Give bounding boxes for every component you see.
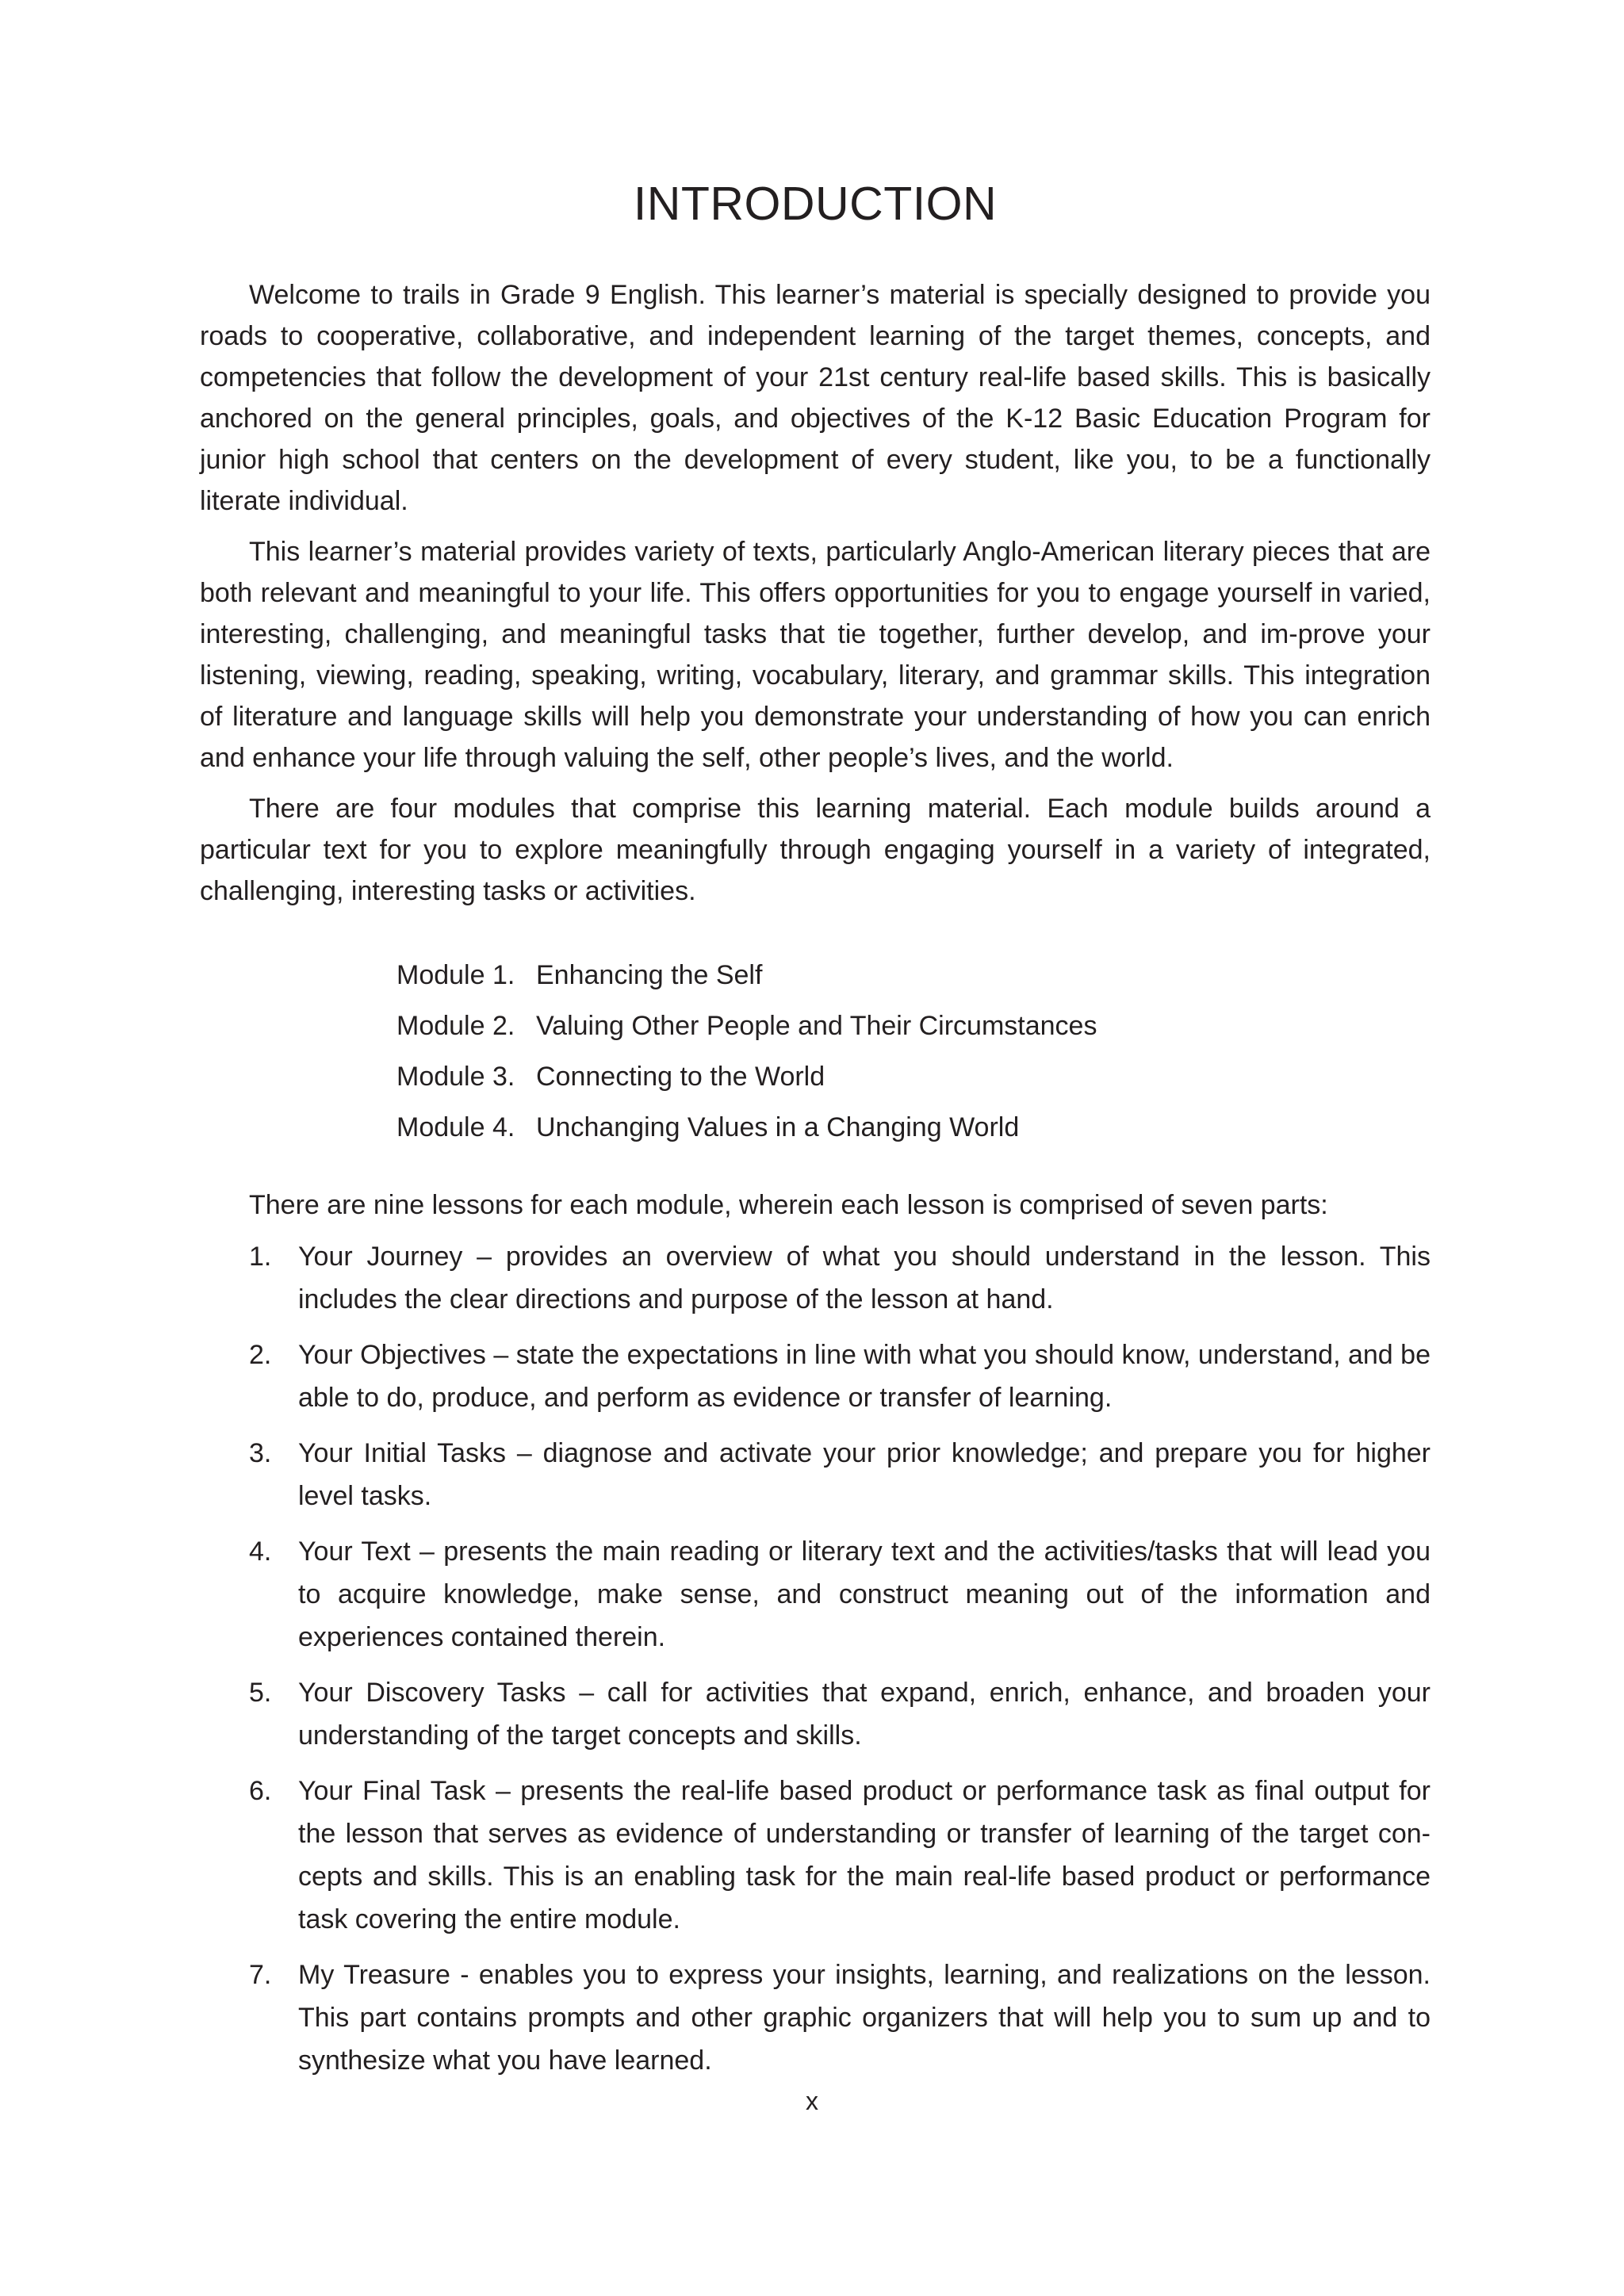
list-text: My Treasure - enables you to express your insights, learning, and realizations on the lesson. This part contains prompts and other graphic organizers that will help you to sum up and to synthesize what you have learned. [298,1959,1431,2076]
module-item [396,1001,1431,1051]
module-item [396,950,1431,1001]
list-number: 7. [249,1959,272,1990]
module-name: Enhancing the Self [536,959,763,990]
module-name: Valuing Other People and Their Circumstances [536,1010,1097,1041]
document-page [200,178,1431,2095]
list-item [249,1530,1431,1659]
list-text: Your Discovery Tasks – call for activities that expand, enrich, enhance, and broaden your understanding of the target concepts and skills. [298,1677,1431,1751]
list-text: Your Final Task – presents the real-life based product or performance task as final output for the lesson that serves as evidence of understanding or transfer of learning of the target con-cepts and skills. This is an enabling task for the main real-life based product or performance task covering the entire module. [298,1775,1431,1934]
list-item [249,1770,1431,1941]
module-list [396,950,1431,1153]
intro-paragraph-1: Welcome to trails in Grade 9 English. This learner’s material is specially designed to provide you roads to cooperative, collaborative, and independent learning of the target themes, concepts, and competencies that follow the development of your 21st century real-life based skills. This is basically anchored on the general principles, goals, and objectives of the K-12 Basic Education Program for junior high school that centers on the development of every student, like you, to be a functionally literate individual. [200,279,1431,516]
list-number: 1. [249,1241,272,1272]
list-item [249,1954,1431,2082]
module-name: Unchanging Values in a Changing World [536,1112,1020,1142]
module-label: Module 2. [396,1010,515,1041]
list-number: 6. [249,1775,272,1806]
list-text: Your Text – presents the main reading or literary text and the activities/tasks that will lead you to acquire knowledge, make sense, and construct meaning out of the information and experiences contained therein. [298,1536,1431,1652]
list-text: Your Initial Tasks – diagnose and activate your prior knowledge; and prepare you for higher level tasks. [298,1437,1431,1511]
list-number: 4. [249,1536,272,1567]
list-text: Your Objectives – state the expectations in line with what you should know, understand, and be able to do, produce, and perform as evidence or transfer of learning. [298,1339,1431,1413]
page-title: INTRODUCTION [633,178,998,230]
list-text: Your Journey – provides an overview of what you should understand in the lesson. This includes the clear directions and purpose of the lesson at hand. [298,1241,1431,1314]
list-number: 2. [249,1339,272,1370]
module-label: Module 1. [396,959,515,990]
module-label: Module 4. [396,1112,515,1142]
page-number: x [806,2087,818,2115]
intro-paragraph-2: This learner’s material provides variety of texts, particularly Anglo-American literary pieces that are both relevant and meaningful to your life. This offers opportunities for you to engage yourself in varied, interesting, challenging, and meaningful tasks that tie together, further develop, and im-prove your listening, viewing, reading, speaking, writing, vocabulary, literary, and grammar skills. This integration of literature and language skills will help you demonstrate your understanding of how you can enrich and enhance your life through valuing the self, other people’s lives, and the world. [200,536,1431,773]
module-label: Module 3. [396,1061,515,1092]
list-item [249,1432,1431,1517]
lesson-parts-list [200,1235,1431,2082]
list-item [249,1671,1431,1757]
module-name: Connecting to the World [536,1061,825,1092]
module-item [396,1051,1431,1102]
module-item [396,1102,1431,1153]
list-item [249,1235,1431,1321]
list-item [249,1334,1431,1419]
intro-paragraph-3: There are four modules that comprise this learning material. Each module builds around a particular text for you to explore meaningfully through engaging yourself in a variety of integrated, challenging, interesting tasks or activities. [200,793,1431,906]
list-number: 5. [249,1677,272,1708]
list-number: 3. [249,1437,272,1468]
lesson-parts-intro: There are nine lessons for each module, wherein each lesson is comprised of seven parts: [249,1189,1328,1220]
